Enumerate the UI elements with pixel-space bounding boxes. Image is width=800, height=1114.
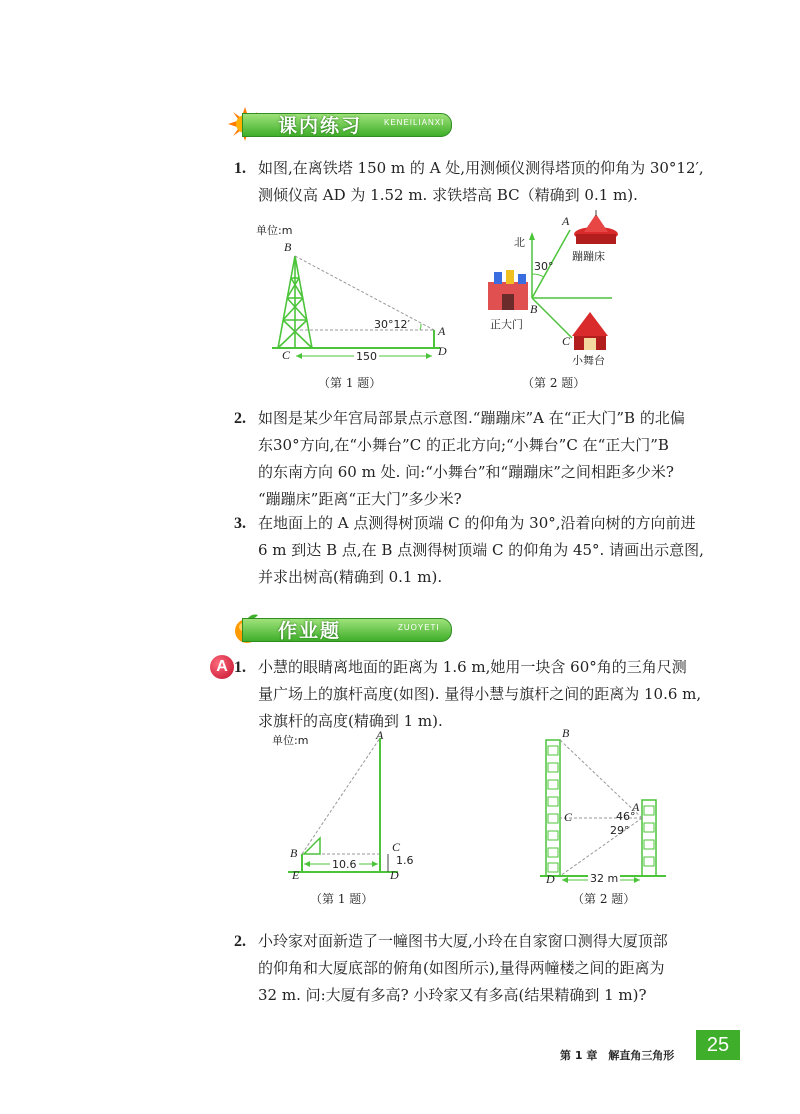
buildings-figure [536, 726, 676, 888]
problem-line: 小玲家对面新造了一幢图书大厦,小玲在自家窗口测得大厦顶部 [258, 932, 668, 950]
stage-label: 小舞台 [572, 354, 605, 367]
point-A-label: A [438, 324, 446, 338]
caption-homework-2: （第 2 题） [572, 892, 636, 906]
problem-line: 的东南方向 60 m 处. 问:“小舞台”和“蹦蹦床”之间相距多少米? [258, 463, 674, 481]
homework-problem-2 [234, 928, 668, 1009]
chapter-footer: 第 1 章 解直角三角形 [560, 1049, 675, 1062]
point-B-label: B [290, 846, 298, 860]
problem-line: “蹦蹦床”距离“正大门”多少米? [258, 490, 462, 508]
problem-line: 求旗杆的高度(精确到 1 m). [258, 712, 443, 730]
point-C-label: C [282, 348, 291, 362]
trampoline-icon [574, 210, 618, 244]
angle-label: 30°12′ [374, 318, 410, 331]
problem-line: 在地面上的 A 点测得树顶端 C 的仰角为 30°,沿着向树的方向前进 [258, 514, 696, 532]
problem-number: 2. [234, 933, 246, 950]
point-C-label: C [564, 810, 573, 824]
point-B-label: B [284, 240, 292, 254]
practice-pinyin: KENEILIANXI [384, 118, 445, 127]
problem-line: 并求出树高(精确到 0.1 m). [258, 568, 443, 586]
problem-line: 如图,在离铁塔 150 m 的 A 处,用测倾仪测得塔顶的仰角为 30°12′, [258, 159, 704, 177]
point-C-label: C [562, 334, 571, 348]
gate-label: 正大门 [490, 318, 523, 331]
map-figure [484, 210, 624, 368]
problem-line: 小慧的眼睛离地面的距离为 1.6 m,她用一块含 60°角的三角尺测 [258, 658, 687, 676]
point-A-label: A [376, 728, 384, 742]
tower-figure [250, 218, 460, 368]
unit-label: 单位:m [272, 734, 309, 747]
caption-homework-1: （第 1 题） [310, 892, 374, 906]
problem-line: 测倾仪高 AD 为 1.52 m. 求铁塔高 BC（精确到 0.1 m). [258, 186, 638, 204]
homework-banner [232, 615, 452, 643]
problem-line: 32 m. 问:大厦有多高? 小玲家又有多高(结果精确到 1 m)? [258, 986, 647, 1004]
problem-number: 3. [234, 515, 246, 532]
practice-title: 课内练习 [278, 115, 363, 137]
problem-line: 东30°方向,在“小舞台”C 的正北方向;“小舞台”C 在“正大门”B [258, 436, 669, 454]
angle-down-label: 29° [610, 824, 630, 837]
distance-label: 150 [356, 350, 377, 363]
height-label: 1.6 [396, 854, 414, 867]
page-number: 25 [696, 1030, 740, 1060]
distance-label: 10.6 [332, 858, 357, 871]
angle-label: 30° [534, 260, 554, 273]
problem-number: 1. [234, 659, 246, 676]
practice-problem-2 [234, 405, 685, 513]
unit-label: 单位:m [256, 224, 293, 237]
point-A-label: A [632, 800, 640, 814]
caption-practice-1: （第 1 题） [318, 376, 382, 390]
problem-line: 如图是某少年宫局部景点示意图.“蹦蹦床”A 在“正大门”B 的北偏 [258, 409, 685, 427]
trampoline-label: 蹦蹦床 [572, 250, 605, 263]
problem-number: 1. [234, 160, 246, 177]
point-A-label: A [562, 214, 570, 228]
point-D-label: D [546, 872, 555, 886]
problem-line: 的仰角和大厦底部的俯角(如图所示),量得两幢楼之间的距离为 [258, 959, 665, 977]
point-D-label: D [438, 344, 447, 358]
distance-label: 32 m [590, 872, 619, 885]
problem-line: 量广场上的旗杆高度(如图). 量得小慧与旗杆之间的距离为 10.6 m, [258, 685, 702, 703]
stage-icon [572, 312, 608, 350]
north-label: 北 [514, 236, 525, 249]
problem-number: 2. [234, 410, 246, 427]
practice-problem-3 [234, 510, 704, 591]
angle-up-label: 46° [616, 810, 636, 823]
point-B-label: B [530, 302, 538, 316]
flagpole-figure [268, 728, 428, 883]
homework-problem-1 [234, 654, 702, 735]
point-D-label: D [390, 868, 399, 882]
practice-banner [232, 110, 452, 138]
point-B-label: B [562, 726, 570, 740]
problem-line: 6 m 到达 B 点,在 B 点测得树顶端 C 的仰角为 45°. 请画出示意图, [258, 541, 704, 559]
practice-problem-1 [234, 155, 704, 209]
level-A-badge: A [210, 655, 234, 679]
point-E-label: E [292, 868, 300, 882]
gate-icon [488, 270, 528, 310]
homework-title: 作业题 [278, 620, 342, 642]
homework-pinyin: ZUOYETI [398, 623, 440, 632]
caption-practice-2: （第 2 题） [522, 376, 586, 390]
point-C-label: C [392, 840, 401, 854]
